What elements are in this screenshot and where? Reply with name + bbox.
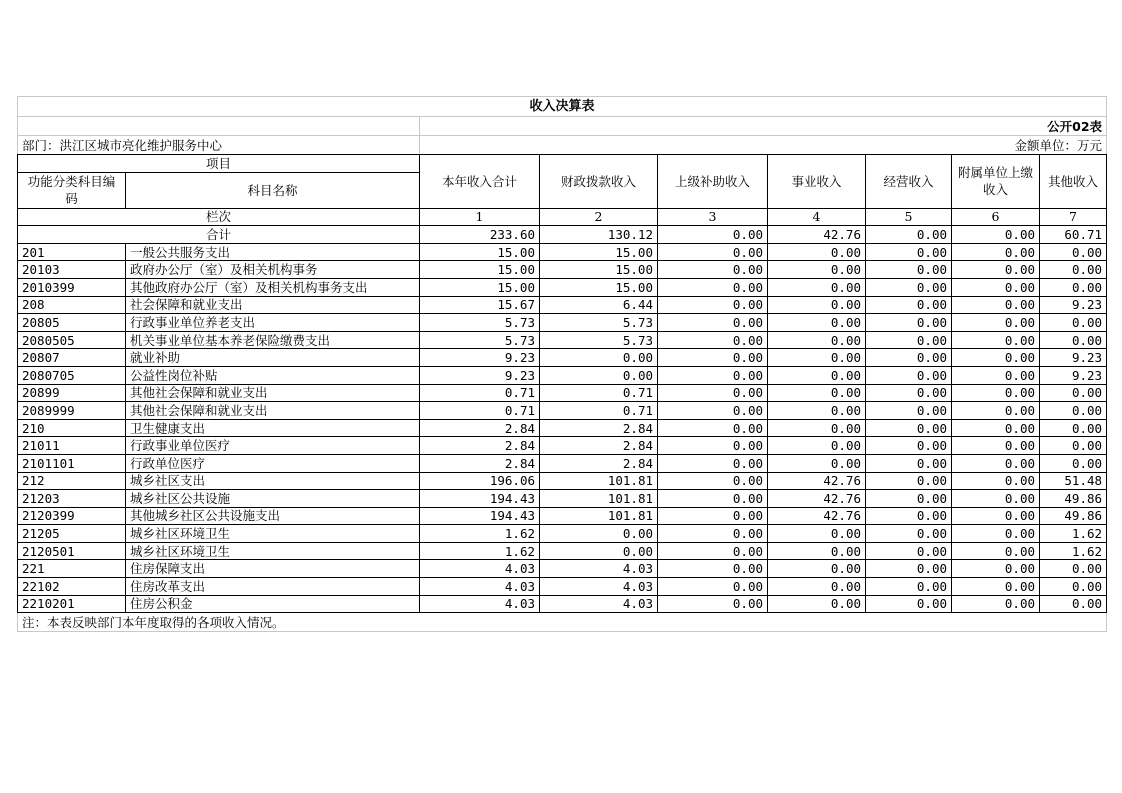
row-value: 0.00: [768, 314, 866, 332]
row-value: 0.00: [768, 349, 866, 367]
row-value: 0.00: [768, 542, 866, 560]
row-code: 20899: [18, 384, 126, 402]
row-value: 2.84: [540, 437, 658, 455]
row-value: 9.23: [420, 366, 540, 384]
row-code: 210: [18, 419, 126, 437]
row-value: 0.00: [952, 490, 1040, 508]
row-value: 0.00: [768, 402, 866, 420]
row-value: 0.00: [866, 314, 952, 332]
table-row: [18, 507, 1107, 525]
row-value: 0.00: [866, 560, 952, 578]
table-row: [18, 578, 1107, 596]
row-value: 0.00: [952, 578, 1040, 596]
row-value: 0.00: [768, 419, 866, 437]
row-value: 0.00: [866, 278, 952, 296]
row-code: 2210201: [18, 595, 126, 613]
row-name: 卫生健康支出: [126, 419, 420, 437]
row-value: 0.00: [658, 243, 768, 261]
row-value: 2.84: [420, 437, 540, 455]
row-code: 208: [18, 296, 126, 314]
row-value: 0.71: [420, 384, 540, 402]
row-value: 9.23: [1040, 349, 1107, 367]
row-code: 2080505: [18, 331, 126, 349]
row-value: 4.03: [540, 595, 658, 613]
row-value: 0.00: [952, 278, 1040, 296]
row-name: 行政事业单位养老支出: [126, 314, 420, 332]
row-value: 0.00: [768, 454, 866, 472]
row-value: 4.03: [420, 578, 540, 596]
row-code: 2080705: [18, 366, 126, 384]
header-col-6: 附属单位上缴收入: [952, 155, 1040, 209]
row-value: 0.00: [658, 261, 768, 279]
row-value: 49.86: [1040, 507, 1107, 525]
row-value: 0.71: [540, 384, 658, 402]
row-value: 0.00: [866, 525, 952, 543]
row-value: 0.00: [540, 525, 658, 543]
table-row: [18, 560, 1107, 578]
header-code: 功能分类科目编码: [18, 172, 126, 208]
row-value: 51.48: [1040, 472, 1107, 490]
row-value: 0.00: [768, 278, 866, 296]
lanci-num: 1: [420, 208, 540, 226]
total-value: 0.00: [658, 226, 768, 244]
row-value: 0.00: [768, 331, 866, 349]
row-value: 0.00: [866, 243, 952, 261]
row-code: 2089999: [18, 402, 126, 420]
row-value: 0.00: [866, 507, 952, 525]
row-value: 15.67: [420, 296, 540, 314]
row-name: 城乡社区环境卫生: [126, 542, 420, 560]
row-value: 0.00: [658, 331, 768, 349]
row-value: 0.00: [768, 243, 866, 261]
table-number: 公开02表: [420, 117, 1107, 136]
lanci-num: 6: [952, 208, 1040, 226]
row-value: 0.00: [540, 366, 658, 384]
row-value: 0.00: [768, 525, 866, 543]
row-value: 0.00: [540, 542, 658, 560]
lanci-num: 3: [658, 208, 768, 226]
row-value: 0.00: [658, 578, 768, 596]
row-value: 1.62: [1040, 542, 1107, 560]
row-value: 2.84: [540, 454, 658, 472]
row-value: 6.44: [540, 296, 658, 314]
row-value: 4.03: [540, 560, 658, 578]
table-row: [18, 384, 1107, 402]
row-value: 0.00: [768, 560, 866, 578]
row-code: 2120399: [18, 507, 126, 525]
row-value: 0.00: [866, 595, 952, 613]
row-value: 101.81: [540, 507, 658, 525]
row-value: 0.00: [658, 349, 768, 367]
row-value: 0.00: [1040, 278, 1107, 296]
row-value: 0.00: [866, 402, 952, 420]
row-value: 0.00: [952, 243, 1040, 261]
row-value: 0.00: [1040, 595, 1107, 613]
total-value: 0.00: [866, 226, 952, 244]
table-row: [18, 243, 1107, 261]
row-value: 194.43: [420, 490, 540, 508]
row-value: 0.00: [1040, 454, 1107, 472]
row-value: 0.00: [952, 296, 1040, 314]
row-value: 0.00: [866, 261, 952, 279]
table-row: [18, 261, 1107, 279]
lanci-label: 栏次: [18, 208, 420, 226]
row-value: 101.81: [540, 472, 658, 490]
lanci-num: 4: [768, 208, 866, 226]
row-name: 住房改革支出: [126, 578, 420, 596]
table-row: [18, 437, 1107, 455]
row-value: 0.00: [768, 437, 866, 455]
row-value: 0.00: [1040, 261, 1107, 279]
row-value: 0.00: [658, 542, 768, 560]
total-value: 130.12: [540, 226, 658, 244]
row-value: 5.73: [420, 314, 540, 332]
table-note: 注：本表反映部门本年度取得的各项收入情况。: [18, 613, 1107, 632]
table-row: [18, 366, 1107, 384]
row-value: 42.76: [768, 472, 866, 490]
row-value: 0.00: [952, 384, 1040, 402]
header-col-1: 本年收入合计: [420, 155, 540, 209]
row-value: 15.00: [420, 243, 540, 261]
row-name: 公益性岗位补贴: [126, 366, 420, 384]
row-value: 4.03: [420, 595, 540, 613]
row-value: 4.03: [540, 578, 658, 596]
row-value: 0.71: [420, 402, 540, 420]
row-name: 城乡社区环境卫生: [126, 525, 420, 543]
row-value: 5.73: [540, 314, 658, 332]
row-value: 0.00: [866, 472, 952, 490]
table-row: [18, 454, 1107, 472]
header-col-3: 上级补助收入: [658, 155, 768, 209]
row-value: 15.00: [420, 278, 540, 296]
table-row: [18, 278, 1107, 296]
row-value: 0.00: [866, 542, 952, 560]
row-value: 5.73: [540, 331, 658, 349]
row-value: 0.00: [1040, 314, 1107, 332]
row-value: 0.00: [1040, 331, 1107, 349]
row-value: 0.00: [658, 454, 768, 472]
row-name: 其他社会保障和就业支出: [126, 402, 420, 420]
row-value: 0.71: [540, 402, 658, 420]
row-value: 0.00: [952, 595, 1040, 613]
row-name: 行政单位医疗: [126, 454, 420, 472]
header-name: 科目名称: [126, 172, 420, 208]
row-code: 21203: [18, 490, 126, 508]
row-name: 行政事业单位医疗: [126, 437, 420, 455]
row-value: 4.03: [420, 560, 540, 578]
row-code: 22102: [18, 578, 126, 596]
row-name: 其他社会保障和就业支出: [126, 384, 420, 402]
row-value: 0.00: [866, 331, 952, 349]
row-value: 0.00: [768, 578, 866, 596]
row-value: 2.84: [540, 419, 658, 437]
table-row: [18, 490, 1107, 508]
row-value: 0.00: [952, 314, 1040, 332]
row-name: 机关事业单位基本养老保险缴费支出: [126, 331, 420, 349]
row-value: 1.62: [420, 542, 540, 560]
row-name: 就业补助: [126, 349, 420, 367]
table-row: [18, 296, 1107, 314]
row-value: 0.00: [866, 454, 952, 472]
row-value: 42.76: [768, 507, 866, 525]
row-value: 0.00: [952, 419, 1040, 437]
table-row: [18, 595, 1107, 613]
lanci-num: 2: [540, 208, 658, 226]
row-value: 0.00: [866, 384, 952, 402]
row-value: 0.00: [1040, 243, 1107, 261]
row-value: 0.00: [768, 261, 866, 279]
row-name: 社会保障和就业支出: [126, 296, 420, 314]
row-value: 0.00: [658, 525, 768, 543]
row-value: 42.76: [768, 490, 866, 508]
row-value: 0.00: [658, 366, 768, 384]
row-value: 0.00: [658, 384, 768, 402]
row-value: 0.00: [1040, 560, 1107, 578]
row-code: 21011: [18, 437, 126, 455]
table-row: [18, 525, 1107, 543]
row-value: 0.00: [658, 278, 768, 296]
row-value: 0.00: [866, 437, 952, 455]
total-label: 合计: [18, 226, 420, 244]
row-name: 其他政府办公厅（室）及相关机构事务支出: [126, 278, 420, 296]
total-value: 0.00: [952, 226, 1040, 244]
row-code: 2010399: [18, 278, 126, 296]
row-value: 101.81: [540, 490, 658, 508]
row-name: 政府办公厅（室）及相关机构事务: [126, 261, 420, 279]
header-col-7: 其他收入: [1040, 155, 1107, 209]
row-value: 2.84: [420, 454, 540, 472]
row-value: 0.00: [952, 542, 1040, 560]
table-row: [18, 402, 1107, 420]
row-value: 0.00: [952, 525, 1040, 543]
row-value: 0.00: [768, 296, 866, 314]
row-value: 0.00: [658, 595, 768, 613]
row-value: 0.00: [866, 366, 952, 384]
row-value: 0.00: [866, 296, 952, 314]
row-value: 0.00: [658, 419, 768, 437]
row-code: 21205: [18, 525, 126, 543]
row-value: 0.00: [866, 578, 952, 596]
row-value: 15.00: [420, 261, 540, 279]
table-row: [18, 331, 1107, 349]
row-name: 住房公积金: [126, 595, 420, 613]
row-value: 9.23: [1040, 366, 1107, 384]
row-value: 0.00: [658, 472, 768, 490]
row-value: 15.00: [540, 243, 658, 261]
row-value: 0.00: [952, 261, 1040, 279]
row-code: 221: [18, 560, 126, 578]
row-value: 0.00: [952, 560, 1040, 578]
row-value: 15.00: [540, 278, 658, 296]
table-row: [18, 542, 1107, 560]
table-row: [18, 314, 1107, 332]
row-value: 49.86: [1040, 490, 1107, 508]
row-code: 20807: [18, 349, 126, 367]
row-name: 住房保障支出: [126, 560, 420, 578]
row-value: 0.00: [952, 331, 1040, 349]
row-value: 2.84: [420, 419, 540, 437]
row-code: 201: [18, 243, 126, 261]
row-value: 194.43: [420, 507, 540, 525]
row-value: 0.00: [1040, 437, 1107, 455]
row-value: 196.06: [420, 472, 540, 490]
table-row: [18, 349, 1107, 367]
lanci-num: 5: [866, 208, 952, 226]
row-value: 0.00: [1040, 419, 1107, 437]
row-name: 一般公共服务支出: [126, 243, 420, 261]
total-value: 42.76: [768, 226, 866, 244]
row-value: 0.00: [768, 595, 866, 613]
row-value: 0.00: [866, 490, 952, 508]
row-value: 1.62: [1040, 525, 1107, 543]
row-value: 0.00: [658, 560, 768, 578]
row-value: 0.00: [658, 296, 768, 314]
table-row: [18, 419, 1107, 437]
row-value: 0.00: [1040, 384, 1107, 402]
row-value: 0.00: [866, 419, 952, 437]
row-value: 0.00: [658, 437, 768, 455]
total-value: 60.71: [1040, 226, 1107, 244]
row-name: 城乡社区支出: [126, 472, 420, 490]
row-value: 0.00: [658, 507, 768, 525]
row-value: 0.00: [658, 402, 768, 420]
unit-label: 金额单位：万元: [420, 136, 1107, 155]
row-value: 0.00: [952, 366, 1040, 384]
row-code: 2101101: [18, 454, 126, 472]
row-value: 5.73: [420, 331, 540, 349]
header-item: 项目: [18, 155, 420, 173]
table-no-spacer: [18, 117, 420, 136]
header-col-2: 财政拨款收入: [540, 155, 658, 209]
lanci-num: 7: [1040, 208, 1107, 226]
row-value: 0.00: [1040, 402, 1107, 420]
row-value: 1.62: [420, 525, 540, 543]
department-label: 部门：洪江区城市亮化维护服务中心: [18, 136, 420, 155]
row-value: 0.00: [952, 472, 1040, 490]
row-value: 0.00: [952, 437, 1040, 455]
row-value: 9.23: [420, 349, 540, 367]
row-value: 0.00: [658, 314, 768, 332]
row-value: 15.00: [540, 261, 658, 279]
row-code: 20103: [18, 261, 126, 279]
row-code: 2120501: [18, 542, 126, 560]
row-value: 0.00: [952, 454, 1040, 472]
row-value: 0.00: [952, 507, 1040, 525]
row-value: 0.00: [866, 349, 952, 367]
header-col-4: 事业收入: [768, 155, 866, 209]
row-value: 9.23: [1040, 296, 1107, 314]
row-code: 212: [18, 472, 126, 490]
row-value: 0.00: [1040, 578, 1107, 596]
row-name: 其他城乡社区公共设施支出: [126, 507, 420, 525]
income-final-accounts-table: [17, 96, 1107, 632]
header-col-5: 经营收入: [866, 155, 952, 209]
table-row: [18, 472, 1107, 490]
total-value: 233.60: [420, 226, 540, 244]
row-value: 0.00: [540, 349, 658, 367]
row-code: 20805: [18, 314, 126, 332]
row-name: 城乡社区公共设施: [126, 490, 420, 508]
row-value: 0.00: [768, 366, 866, 384]
row-value: 0.00: [658, 490, 768, 508]
row-value: 0.00: [768, 384, 866, 402]
table-title: 收入决算表: [18, 97, 1107, 117]
row-value: 0.00: [952, 402, 1040, 420]
row-value: 0.00: [952, 349, 1040, 367]
